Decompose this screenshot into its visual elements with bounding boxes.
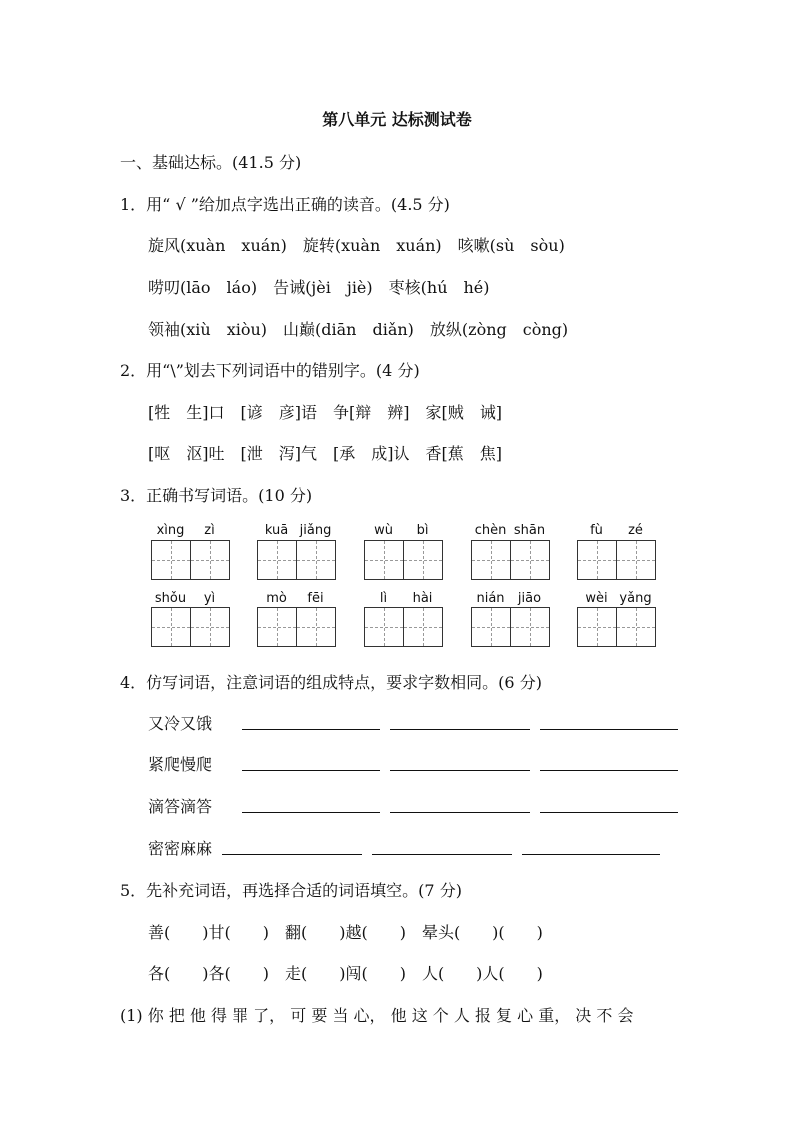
answer-line[interactable] xyxy=(390,770,530,771)
writing-box[interactable] xyxy=(296,607,336,647)
q5-sub-question-1: (1) 你 把 他 得 罪 了， 可 要 当 心， 他 这 个 人 报 复 心 重， 决 不 会 xyxy=(120,1006,634,1025)
pinyin-label: fēi xyxy=(307,591,324,606)
pinyin-label: kuā xyxy=(264,523,289,538)
q1-heading: 1．用“ √ ”给加点字选出正确的读音。(4.5 分) xyxy=(120,195,450,214)
answer-line[interactable] xyxy=(242,770,380,771)
writing-box[interactable] xyxy=(577,540,617,580)
pinyin-label: lì xyxy=(379,591,388,606)
answer-line[interactable] xyxy=(372,854,512,855)
answer-line[interactable] xyxy=(242,812,380,813)
writing-box[interactable] xyxy=(151,607,191,647)
answer-line[interactable] xyxy=(540,812,678,813)
q5-row-2: 各( )各( ) 走( )闯( ) 人( )人( ) xyxy=(148,964,543,983)
q2-row-2: [呕 沤]吐 [泄 泻]气 [承 成]认 香[蕉 焦] xyxy=(148,444,502,463)
pinyin-label: xìng xyxy=(156,523,185,538)
page-title: 第八单元 达标测试卷 xyxy=(322,110,472,129)
q4-item-2: 紧爬慢爬 xyxy=(148,755,213,774)
q4-item-4: 密密麻麻 xyxy=(148,839,213,858)
writing-box[interactable] xyxy=(616,607,656,647)
section-1-heading: 一、基础达标。(41.5 分) xyxy=(120,153,302,172)
writing-box[interactable] xyxy=(364,540,404,580)
writing-box[interactable] xyxy=(471,540,511,580)
writing-box[interactable] xyxy=(190,607,230,647)
pinyin-label: fù xyxy=(590,523,603,538)
writing-box[interactable] xyxy=(296,540,336,580)
pinyin-label: chèn xyxy=(474,523,507,538)
writing-box[interactable] xyxy=(257,607,297,647)
q2-row-1: [牲 生]口 [谚 彦]语 争[辩 辨] 家[贼 诫] xyxy=(148,403,502,422)
pinyin-label: wèi xyxy=(585,591,608,606)
q1-row-3: 领袖(xiù xiòu) 山巅(diān diǎn) 放纵(zòng còng) xyxy=(148,320,569,339)
pinyin-label: shān xyxy=(513,523,546,538)
answer-line[interactable] xyxy=(540,770,678,771)
pinyin-label: yì xyxy=(203,591,216,606)
writing-box[interactable] xyxy=(257,540,297,580)
pinyin-label: jiāo xyxy=(517,591,542,606)
pinyin-label: zì xyxy=(204,523,215,538)
pinyin-label: yǎng xyxy=(619,591,652,606)
pinyin-label: wù xyxy=(374,523,393,538)
pinyin-label: shǒu xyxy=(154,591,187,606)
writing-box[interactable] xyxy=(403,607,443,647)
answer-line[interactable] xyxy=(522,854,660,855)
writing-box[interactable] xyxy=(364,607,404,647)
q5-row-1: 善( )甘( ) 翻( )越( ) 晕头( )( ) xyxy=(148,923,543,942)
pinyin-label: zé xyxy=(628,523,643,538)
q1-row-2: 唠叨(lāo láo) 告诫(jèi jiè) 枣核(hú hé) xyxy=(148,278,490,297)
writing-box[interactable] xyxy=(403,540,443,580)
q4-heading: 4．仿写词语，注意词语的组成特点，要求字数相同。(6 分) xyxy=(120,673,542,692)
q2-heading: 2．用“\”划去下列词语中的错别字。(4 分) xyxy=(120,361,420,380)
pinyin-label: mò xyxy=(266,591,287,606)
writing-box[interactable] xyxy=(510,540,550,580)
q5-heading: 5．先补充词语，再选择合适的词语填空。(7 分) xyxy=(120,881,462,900)
pinyin-label: nián xyxy=(476,591,505,606)
q1-row-1: 旋风(xuàn xuán) 旋转(xuàn xuán) 咳嗽(sù sòu) xyxy=(148,236,565,255)
writing-box[interactable] xyxy=(471,607,511,647)
pinyin-label: jiǎng xyxy=(299,523,332,538)
answer-line[interactable] xyxy=(540,729,678,730)
pinyin-label: hài xyxy=(412,591,433,606)
answer-line[interactable] xyxy=(222,854,362,855)
answer-line[interactable] xyxy=(390,812,530,813)
q4-item-3: 滴答滴答 xyxy=(148,797,213,816)
q4-item-1: 又冷又饿 xyxy=(148,714,213,733)
q3-heading: 3．正确书写词语。(10 分) xyxy=(120,486,313,505)
pinyin-label: bì xyxy=(416,523,429,538)
writing-box[interactable] xyxy=(616,540,656,580)
writing-box[interactable] xyxy=(151,540,191,580)
answer-line[interactable] xyxy=(242,729,380,730)
answer-line[interactable] xyxy=(390,729,530,730)
writing-box[interactable] xyxy=(190,540,230,580)
writing-box[interactable] xyxy=(577,607,617,647)
writing-box[interactable] xyxy=(510,607,550,647)
